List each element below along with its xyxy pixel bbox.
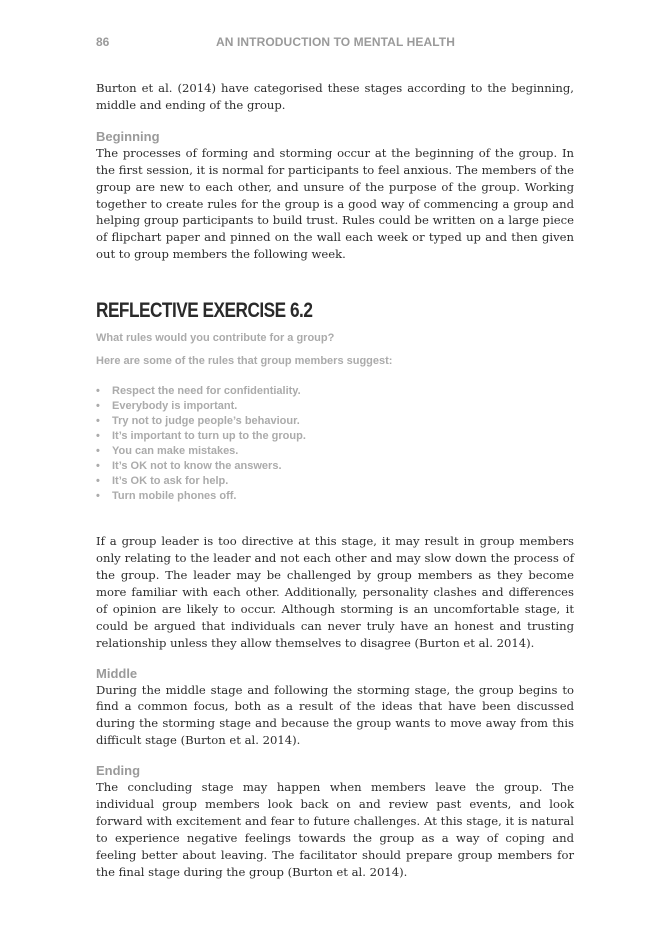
rule-text: It’s important to turn up to the group. (112, 430, 306, 443)
page-number: 86 (96, 35, 110, 49)
beginning-paragraph: The processes of forming and storming occur at the beginning of the group. In the first session, it is normal for participants to feel anxious. The members of the group are new to each other, and unsure of the purpose of the group. Working together to create rules for the group is a good way of commencing a group and helping group participants to build trust. Rules could be written on a large piece of flipchart paper and pinned on the wall each week or typed up and then given out to group members the following week. (96, 145, 574, 262)
ending-paragraph: The concluding stage may happen when members leave the group. The individual group members look back on and review past events, and look forward with excitement and fear to future challenges. At this stage, it is natural to experience negative feelings towards the group as a way of coping and feeling better about leaving. The facilitator should prepare group members for the final stage during the group (Burton et al. 2014). (96, 780, 574, 879)
exercise-lead-in: Here are some of the rules that group members suggest: (96, 355, 393, 368)
list-item (96, 444, 574, 459)
rule-text: It’s OK not to know the answers. (112, 460, 282, 473)
bullet-icon: • (96, 415, 100, 428)
list-item (96, 384, 574, 399)
list-item (96, 414, 574, 429)
list-item (96, 489, 574, 504)
bullet-icon: • (96, 460, 100, 473)
exercise-question: What rules would you contribute for a group? (96, 332, 335, 345)
rules-list (96, 384, 574, 504)
bullet-icon: • (96, 385, 100, 398)
bullet-icon: • (96, 445, 100, 458)
list-item (96, 474, 574, 489)
reflective-exercise (96, 299, 574, 504)
rule-text: Everybody is important. (112, 400, 238, 413)
rule-text: You can make mistakes. (112, 445, 239, 458)
running-title: AN INTRODUCTION TO MENTAL HEALTH (216, 35, 455, 49)
ending-heading: Ending (96, 763, 141, 779)
middle-paragraph: During the middle stage and following the storming stage, the group begins to find a common focus, both as a result of the ideas that have been discussed during the storming stage and because the group wants to move away from this difficult stage (Burton et al. 2014). (96, 682, 574, 748)
list-item (96, 429, 574, 444)
list-item (96, 399, 574, 414)
bullet-icon: • (96, 430, 100, 443)
beginning-heading: Beginning (96, 128, 160, 144)
rule-text: Respect the need for confidentiality. (112, 385, 301, 398)
running-header (96, 35, 574, 49)
list-item (96, 459, 574, 474)
bullet-icon: • (96, 490, 100, 503)
rule-text: Try not to judge people’s behaviour. (112, 415, 300, 428)
rule-text: Turn mobile phones off. (112, 490, 237, 503)
middle-heading: Middle (96, 665, 138, 681)
bullet-icon: • (96, 475, 100, 488)
exercise-title: REFLECTIVE EXERCISE 6.2 (96, 299, 313, 323)
page-content (96, 80, 574, 881)
rule-text: It’s OK to ask for help. (112, 475, 229, 488)
bullet-icon: • (96, 400, 100, 413)
after-exercise-paragraph: If a group leader is too directive at this stage, it may result in group members only relating to the leader and not each other and may slow down the process of the group. The leader may be challenged by group members as they become more familiar with each other. Additionally, personality clashes and differences of opinion are likely to occur. Although storming is an uncomfortable stage, it could be argued that individuals can never truly have an honest and trusting relationship unless they allow themselves to disagree (Burton et al. 2014). (96, 534, 574, 650)
intro-paragraph: Burton et al. (2014) have categorised these stages according to the beginning, middle and ending of the group. (96, 81, 574, 112)
